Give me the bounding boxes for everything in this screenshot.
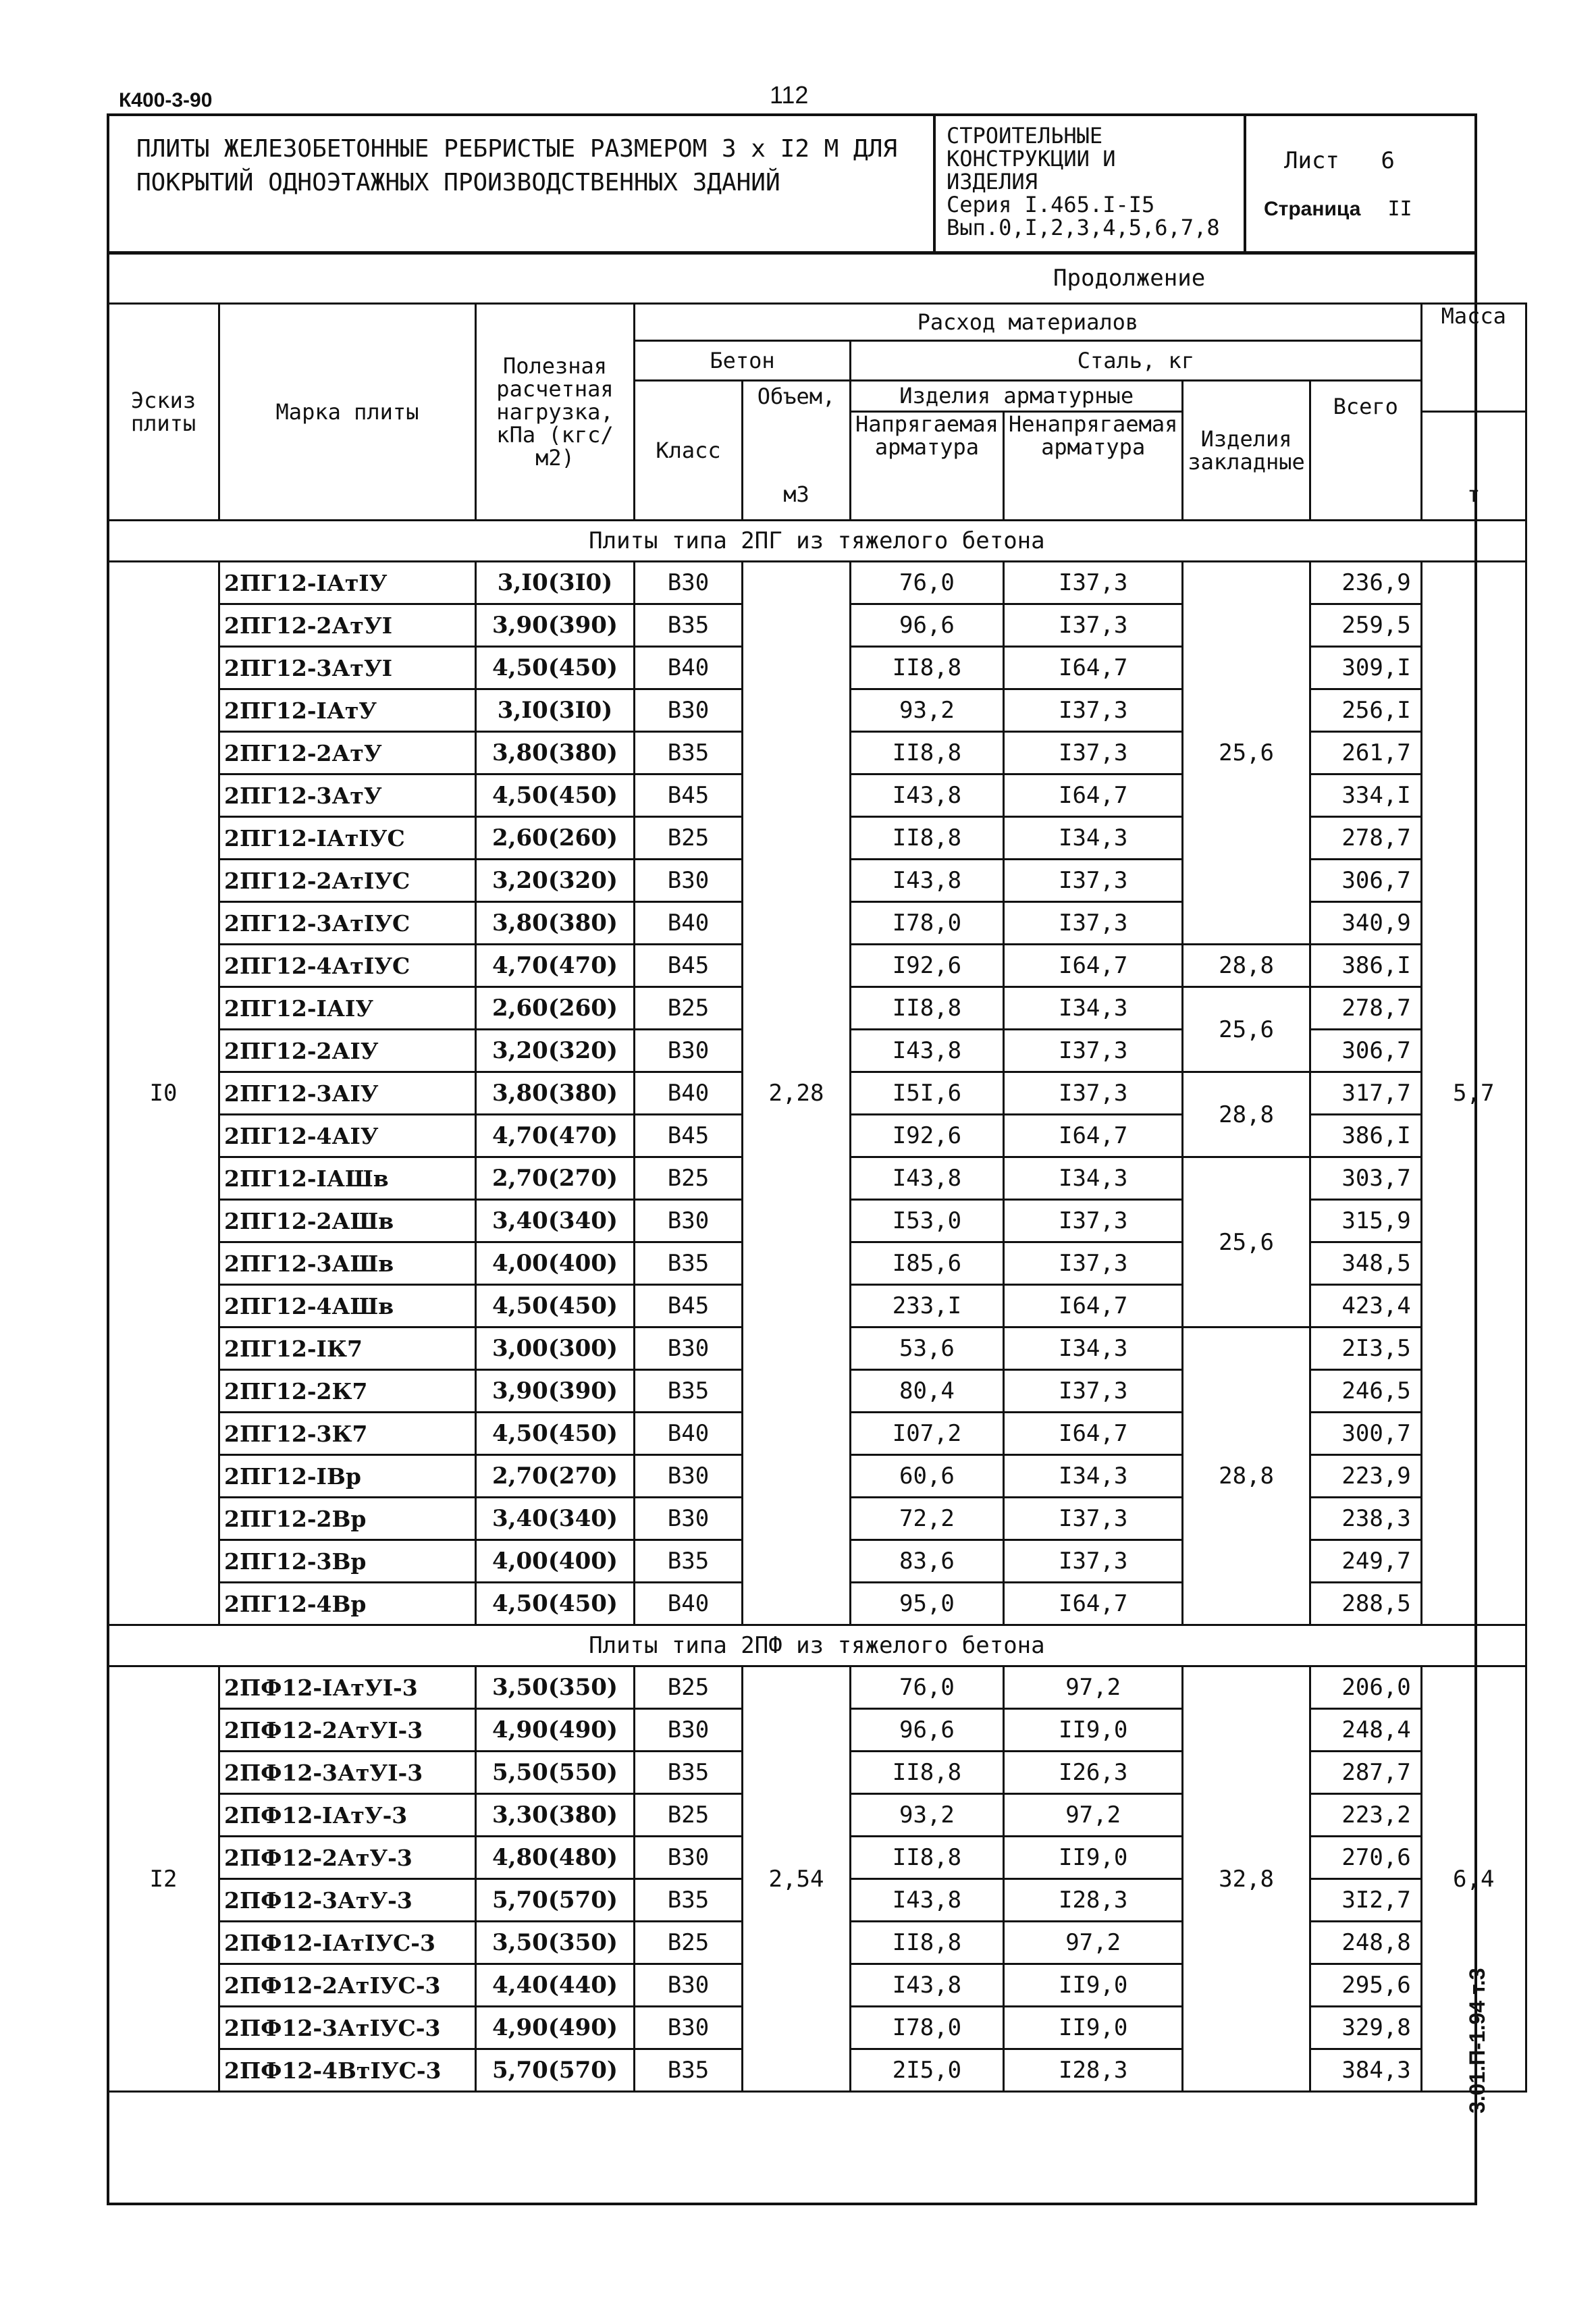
- total-steel: 246,5: [1310, 1370, 1421, 1413]
- concrete-class: В40: [635, 1072, 743, 1115]
- section-title: Плиты типа 2ПФ из тяжелого бетона: [108, 1625, 1526, 1666]
- plate-mass: 5,7: [1421, 562, 1526, 1625]
- total-steel: 340,9: [1310, 902, 1421, 945]
- plate-mark: 2ПГ12-4АтIУС: [219, 945, 476, 987]
- design-load: 4,50(450): [476, 1413, 635, 1455]
- concrete-class: В25: [635, 1666, 743, 1709]
- non-prestressed-steel: I34,3: [1003, 1327, 1182, 1370]
- plate-mark: 2ПФ12-2АтУI-3: [219, 1709, 476, 1752]
- prestressed-steel: 2I5,0: [851, 2049, 1004, 2092]
- plate-mark: 2ПГ12-3АтIУС: [219, 902, 476, 945]
- section-title: Плиты типа 2ПГ из тяжелого бетона: [108, 521, 1526, 562]
- design-load: 3,80(380): [476, 902, 635, 945]
- concrete-class: В30: [635, 1964, 743, 2007]
- embedded-steel: 32,8: [1183, 1666, 1310, 2092]
- total-steel: 223,2: [1310, 1794, 1421, 1837]
- prestressed-steel: I53,0: [851, 1200, 1004, 1242]
- non-prestressed-steel: I28,3: [1003, 1879, 1182, 1922]
- plate-mark: 2ПГ12-2Вр: [219, 1498, 476, 1540]
- embedded-steel: 25,6: [1183, 987, 1310, 1072]
- prestressed-steel: I92,6: [851, 1115, 1004, 1157]
- total-steel: 287,7: [1310, 1752, 1421, 1794]
- col-volume-unit: м3: [743, 411, 851, 521]
- col-volume: Объем,: [743, 381, 851, 412]
- total-steel: 317,7: [1310, 1072, 1421, 1115]
- plate-mark: 2ПГ12-IАтIУС: [219, 817, 476, 860]
- non-prestressed-steel: I64,7: [1003, 1413, 1182, 1455]
- design-load: 3,I0(3I0): [476, 562, 635, 604]
- non-prestressed-steel: I64,7: [1003, 647, 1182, 689]
- prestressed-steel: I92,6: [851, 945, 1004, 987]
- concrete-class: В35: [635, 1370, 743, 1413]
- concrete-class: В30: [635, 562, 743, 604]
- non-prestressed-steel: I34,3: [1003, 987, 1182, 1030]
- total-steel: 2I3,5: [1310, 1327, 1421, 1370]
- design-load: 3,40(340): [476, 1498, 635, 1540]
- col-concrete: Бетон: [635, 341, 851, 381]
- concrete-class: В30: [635, 1200, 743, 1242]
- non-prestressed-steel: I64,7: [1003, 945, 1182, 987]
- plate-mark: 2ПФ12-2АтIУС-3: [219, 1964, 476, 2007]
- design-load: 2,60(260): [476, 817, 635, 860]
- non-prestressed-steel: I28,3: [1003, 2049, 1182, 2092]
- prestressed-steel: II8,8: [851, 817, 1004, 860]
- concrete-class: В35: [635, 1540, 743, 1583]
- total-steel: 306,7: [1310, 1030, 1421, 1072]
- non-prestressed-steel: I37,3: [1003, 1200, 1182, 1242]
- concrete-class: В30: [635, 1837, 743, 1879]
- non-prestressed-steel: I37,3: [1003, 689, 1182, 732]
- total-steel: 278,7: [1310, 817, 1421, 860]
- prestressed-steel: I78,0: [851, 2007, 1004, 2049]
- design-load: 5,70(570): [476, 2049, 635, 2092]
- concrete-class: В30: [635, 1455, 743, 1498]
- total-steel: 206,0: [1310, 1666, 1421, 1709]
- materials-table: [107, 303, 1527, 2093]
- concrete-class: В35: [635, 1752, 743, 1794]
- prestressed-steel: 72,2: [851, 1498, 1004, 1540]
- non-prestressed-steel: I37,3: [1003, 860, 1182, 902]
- col-prestressed: Напрягаемая арматура: [851, 411, 1004, 521]
- plate-mark: 2ПГ12-IАШв: [219, 1157, 476, 1200]
- col-load: Полезная расчетная нагрузка, кПа (кгс/м2): [476, 304, 635, 521]
- design-load: 4,40(440): [476, 1964, 635, 2007]
- total-steel: 309,I: [1310, 647, 1421, 689]
- prestressed-steel: I85,6: [851, 1242, 1004, 1285]
- concrete-class: В45: [635, 774, 743, 817]
- col-class: Класс: [635, 381, 743, 521]
- non-prestressed-steel: I37,3: [1003, 1540, 1182, 1583]
- plate-mark: 2ПФ12-IАтУ-3: [219, 1794, 476, 1837]
- plate-mark: 2ПГ12-3АIУ: [219, 1072, 476, 1115]
- design-load: 4,70(470): [476, 945, 635, 987]
- total-steel: 278,7: [1310, 987, 1421, 1030]
- plate-mark: 2ПГ12-IАтIУ: [219, 562, 476, 604]
- plate-mark: 2ПФ12-IАтУI-3: [219, 1666, 476, 1709]
- total-steel: 288,5: [1310, 1583, 1421, 1625]
- embedded-steel: 28,8: [1183, 1072, 1310, 1157]
- prestressed-steel: I43,8: [851, 1030, 1004, 1072]
- col-embedded: Изделия закладные: [1183, 381, 1310, 521]
- total-steel: 303,7: [1310, 1157, 1421, 1200]
- non-prestressed-steel: I64,7: [1003, 774, 1182, 817]
- concrete-class: В25: [635, 1794, 743, 1837]
- concrete-class: В40: [635, 647, 743, 689]
- design-load: 5,50(550): [476, 1752, 635, 1794]
- prestressed-steel: I43,8: [851, 1879, 1004, 1922]
- total-steel: 329,8: [1310, 2007, 1421, 2049]
- col-mass-unit: т: [1421, 411, 1526, 521]
- concrete-class: В45: [635, 1115, 743, 1157]
- plate-mark: 2ПГ12-2АтУ: [219, 732, 476, 774]
- prestressed-steel: II8,8: [851, 1752, 1004, 1794]
- sheet-number: Лист 6: [1284, 147, 1395, 174]
- non-prestressed-steel: 97,2: [1003, 1922, 1182, 1964]
- non-prestressed-steel: I37,3: [1003, 902, 1182, 945]
- total-steel: 223,9: [1310, 1455, 1421, 1498]
- total-steel: 348,5: [1310, 1242, 1421, 1285]
- design-load: 4,50(450): [476, 1285, 635, 1327]
- design-load: 3,80(380): [476, 732, 635, 774]
- non-prestressed-steel: II9,0: [1003, 1837, 1182, 1879]
- prestressed-steel: I78,0: [851, 902, 1004, 945]
- total-steel: 261,7: [1310, 732, 1421, 774]
- col-mass: Масса: [1421, 304, 1526, 412]
- total-steel: 386,I: [1310, 1115, 1421, 1157]
- embedded-steel: 28,8: [1183, 945, 1310, 987]
- plate-mark: 2ПФ12-IАтIУС-3: [219, 1922, 476, 1964]
- total-steel: 306,7: [1310, 860, 1421, 902]
- plate-mark: 2ПГ12-2К7: [219, 1370, 476, 1413]
- plate-mark: 2ПГ12-4АШв: [219, 1285, 476, 1327]
- embedded-steel: 25,6: [1183, 1157, 1310, 1327]
- document-code: К400-3-90: [119, 89, 213, 111]
- prestressed-steel: I07,2: [851, 1413, 1004, 1455]
- non-prestressed-steel: I37,3: [1003, 1030, 1182, 1072]
- design-load: 4,70(470): [476, 1115, 635, 1157]
- concrete-class: В30: [635, 1327, 743, 1370]
- concrete-class: В30: [635, 1709, 743, 1752]
- total-steel: 259,5: [1310, 604, 1421, 647]
- design-load: 2,70(270): [476, 1157, 635, 1200]
- concrete-class: В30: [635, 2007, 743, 2049]
- non-prestressed-steel: I64,7: [1003, 1583, 1182, 1625]
- prestressed-steel: I43,8: [851, 774, 1004, 817]
- non-prestressed-steel: I37,3: [1003, 562, 1182, 604]
- design-load: 3,00(300): [476, 1327, 635, 1370]
- concrete-class: В40: [635, 1583, 743, 1625]
- prestressed-steel: 96,6: [851, 604, 1004, 647]
- non-prestressed-steel: I34,3: [1003, 817, 1182, 860]
- prestressed-steel: 96,6: [851, 1709, 1004, 1752]
- prestressed-steel: 53,6: [851, 1327, 1004, 1370]
- plate-mark: 2ПФ12-3АтУ-3: [219, 1879, 476, 1922]
- concrete-class: В30: [635, 1498, 743, 1540]
- concrete-class: В45: [635, 945, 743, 987]
- prestressed-steel: II8,8: [851, 1922, 1004, 1964]
- design-load: 3,90(390): [476, 604, 635, 647]
- prestressed-steel: 83,6: [851, 1540, 1004, 1583]
- concrete-class: В35: [635, 2049, 743, 2092]
- total-steel: 249,7: [1310, 1540, 1421, 1583]
- concrete-class: В25: [635, 987, 743, 1030]
- concrete-class: В35: [635, 732, 743, 774]
- design-load: 3,90(390): [476, 1370, 635, 1413]
- embedded-steel: 28,8: [1183, 1327, 1310, 1625]
- prestressed-steel: 76,0: [851, 562, 1004, 604]
- design-load: 2,60(260): [476, 987, 635, 1030]
- plate-mark: 2ПГ12-IАтУ: [219, 689, 476, 732]
- concrete-class: В25: [635, 817, 743, 860]
- design-load: 3,I0(3I0): [476, 689, 635, 732]
- non-prestressed-steel: I64,7: [1003, 1115, 1182, 1157]
- col-steel: Сталь, кг: [851, 341, 1422, 381]
- non-prestressed-steel: I37,3: [1003, 1242, 1182, 1285]
- concrete-class: В30: [635, 1030, 743, 1072]
- prestressed-steel: 80,4: [851, 1370, 1004, 1413]
- plate-mark: 2ПФ12-4ВтIУС-3: [219, 2049, 476, 2092]
- design-load: 4,80(480): [476, 1837, 635, 1879]
- concrete-class: В30: [635, 689, 743, 732]
- non-prestressed-steel: I26,3: [1003, 1752, 1182, 1794]
- plate-mass: 6,4: [1421, 1666, 1526, 2092]
- design-load: 4,50(450): [476, 647, 635, 689]
- plate-mark: 2ПГ12-4Вр: [219, 1583, 476, 1625]
- prestressed-steel: I43,8: [851, 1157, 1004, 1200]
- prestressed-steel: II8,8: [851, 1837, 1004, 1879]
- total-steel: 248,4: [1310, 1709, 1421, 1752]
- concrete-class: В25: [635, 1922, 743, 1964]
- total-steel: 315,9: [1310, 1200, 1421, 1242]
- design-load: 3,20(320): [476, 860, 635, 902]
- plate-mark: 2ПГ12-3Вр: [219, 1540, 476, 1583]
- concrete-class: В40: [635, 1413, 743, 1455]
- design-load: 4,90(490): [476, 2007, 635, 2049]
- non-prestressed-steel: II9,0: [1003, 1709, 1182, 1752]
- embedded-steel: 25,6: [1183, 562, 1310, 945]
- continued-label: Продолжение: [1053, 265, 1206, 292]
- plate-mark: 2ПГ12-2АтIУС: [219, 860, 476, 902]
- prestressed-steel: I43,8: [851, 1964, 1004, 2007]
- concrete-class: В35: [635, 1242, 743, 1285]
- design-load: 2,70(270): [476, 1455, 635, 1498]
- design-load: 4,90(490): [476, 1709, 635, 1752]
- total-steel: 236,9: [1310, 562, 1421, 604]
- non-prestressed-steel: I64,7: [1003, 1285, 1182, 1327]
- non-prestressed-steel: I37,3: [1003, 1498, 1182, 1540]
- col-sketch: Эскиз плиты: [108, 304, 219, 521]
- non-prestressed-steel: I37,3: [1003, 732, 1182, 774]
- design-load: 4,50(450): [476, 1583, 635, 1625]
- concrete-class: В35: [635, 1879, 743, 1922]
- prestressed-steel: 76,0: [851, 1666, 1004, 1709]
- prestressed-steel: 95,0: [851, 1583, 1004, 1625]
- page-info: Страница II: [1264, 197, 1412, 221]
- design-load: 3,50(350): [476, 1922, 635, 1964]
- col-non-prestressed: Ненапрягаемая арматура: [1003, 411, 1182, 521]
- non-prestressed-steel: I37,3: [1003, 1072, 1182, 1115]
- prestressed-steel: 93,2: [851, 1794, 1004, 1837]
- design-load: 3,30(380): [476, 1794, 635, 1837]
- design-load: 3,40(340): [476, 1200, 635, 1242]
- non-prestressed-steel: 97,2: [1003, 1666, 1182, 1709]
- non-prestressed-steel: I34,3: [1003, 1157, 1182, 1200]
- side-code: 3.01.П-1.94 т.3: [1465, 1968, 1489, 2113]
- design-load: 4,50(450): [476, 774, 635, 817]
- total-steel: 270,6: [1310, 1837, 1421, 1879]
- col-total: Всего: [1310, 381, 1421, 521]
- sketch-number: I2: [108, 1666, 219, 2092]
- design-load: 5,70(570): [476, 1879, 635, 1922]
- col-rebar: Изделия арматурные: [851, 381, 1183, 412]
- prestressed-steel: II8,8: [851, 987, 1004, 1030]
- non-prestressed-steel: 97,2: [1003, 1794, 1182, 1837]
- page-number: 112: [770, 81, 809, 109]
- total-steel: 295,6: [1310, 1964, 1421, 2007]
- prestressed-steel: II8,8: [851, 647, 1004, 689]
- plate-mark: 2ПГ12-2АтУI: [219, 604, 476, 647]
- concrete-class: В45: [635, 1285, 743, 1327]
- total-steel: 386,I: [1310, 945, 1421, 987]
- sketch-number: I0: [108, 562, 219, 1625]
- non-prestressed-steel: II9,0: [1003, 2007, 1182, 2049]
- non-prestressed-steel: I37,3: [1003, 604, 1182, 647]
- total-steel: 300,7: [1310, 1413, 1421, 1455]
- plate-mark: 2ПГ12-3АтУ: [219, 774, 476, 817]
- non-prestressed-steel: II9,0: [1003, 1964, 1182, 2007]
- series-info: СТРОИТЕЛЬНЫЕ КОНСТРУКЦИИ И ИЗДЕЛИЯ Серия I.465.I-I5 Вып.0,I,2,3,4,5,6,7,8: [947, 123, 1220, 240]
- prestressed-steel: 233,I: [851, 1285, 1004, 1327]
- title-block: [107, 113, 1477, 254]
- document-title: ПЛИТЫ ЖЕЛЕЗОБЕТОННЫЕ РЕБРИСТЫЕ РАЗМЕРОМ 3 х I2 М ДЛЯ ПОКРЫТИЙ ОДНОЭТАЖНЫХ ПРОИЗВОДСТВЕННЫХ ЗДАНИЙ: [136, 135, 898, 196]
- non-prestressed-steel: I34,3: [1003, 1455, 1182, 1498]
- plate-mark: 2ПГ12-2АШв: [219, 1200, 476, 1242]
- total-steel: 3I2,7: [1310, 1879, 1421, 1922]
- concrete-class: В35: [635, 604, 743, 647]
- concrete-class: В40: [635, 902, 743, 945]
- prestressed-steel: 93,2: [851, 689, 1004, 732]
- total-steel: 256,I: [1310, 689, 1421, 732]
- non-prestressed-steel: I37,3: [1003, 1370, 1182, 1413]
- plate-mark: 2ПГ12-IК7: [219, 1327, 476, 1370]
- col-materials: Расход материалов: [635, 304, 1422, 341]
- design-load: 4,00(400): [476, 1242, 635, 1285]
- plate-mark: 2ПГ12-3К7: [219, 1413, 476, 1455]
- design-load: 4,00(400): [476, 1540, 635, 1583]
- plate-mark: 2ПГ12-4АIУ: [219, 1115, 476, 1157]
- concrete-class: В25: [635, 1157, 743, 1200]
- total-steel: 423,4: [1310, 1285, 1421, 1327]
- prestressed-steel: II8,8: [851, 732, 1004, 774]
- total-steel: 384,3: [1310, 2049, 1421, 2092]
- design-load: 3,50(350): [476, 1666, 635, 1709]
- total-steel: 334,I: [1310, 774, 1421, 817]
- col-mark: Марка плиты: [219, 304, 476, 521]
- table-row: [108, 1666, 1526, 1709]
- plate-mark: 2ПФ12-3АтУI-3: [219, 1752, 476, 1794]
- concrete-volume: 2,54: [743, 1666, 851, 2092]
- plate-mark: 2ПГ12-3АтУI: [219, 647, 476, 689]
- plate-mark: 2ПФ12-3АтIУС-3: [219, 2007, 476, 2049]
- plate-mark: 2ПГ12-IВр: [219, 1455, 476, 1498]
- prestressed-steel: 60,6: [851, 1455, 1004, 1498]
- design-load: 3,20(320): [476, 1030, 635, 1072]
- total-steel: 238,3: [1310, 1498, 1421, 1540]
- concrete-class: В30: [635, 860, 743, 902]
- concrete-volume: 2,28: [743, 562, 851, 1625]
- plate-mark: 2ПГ12-2АIУ: [219, 1030, 476, 1072]
- plate-mark: 2ПГ12-3АШв: [219, 1242, 476, 1285]
- plate-mark: 2ПФ12-2АтУ-3: [219, 1837, 476, 1879]
- prestressed-steel: I5I,6: [851, 1072, 1004, 1115]
- total-steel: 248,8: [1310, 1922, 1421, 1964]
- prestressed-steel: I43,8: [851, 860, 1004, 902]
- design-load: 3,80(380): [476, 1072, 635, 1115]
- plate-mark: 2ПГ12-IАIУ: [219, 987, 476, 1030]
- table-row: [108, 562, 1526, 604]
